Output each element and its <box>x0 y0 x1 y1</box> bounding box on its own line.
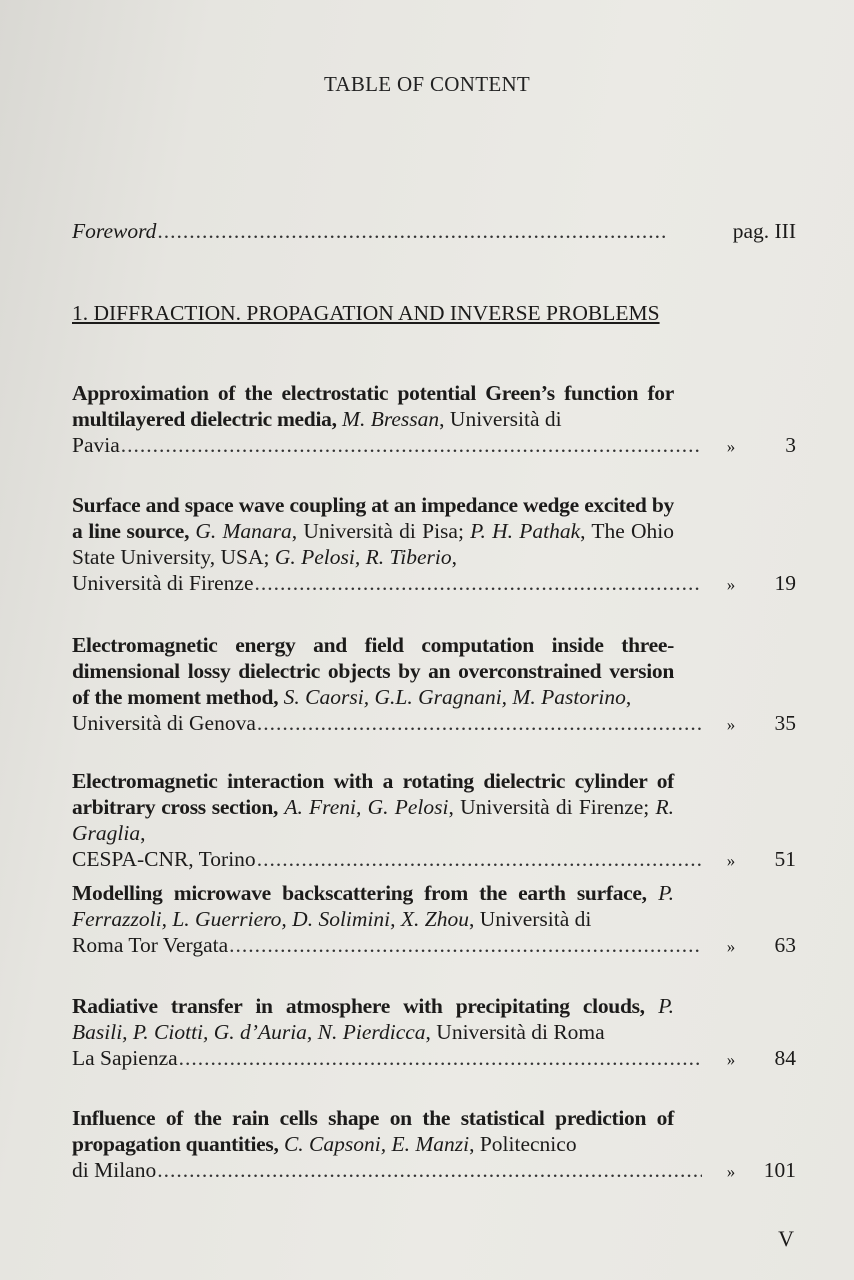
page-marker: » <box>726 437 736 456</box>
entry-authors: R. Graglia <box>72 795 675 845</box>
entry-title: Electromagnetic interaction with a rotating dielectric cylinder of arbitrary cross section <box>72 769 674 819</box>
entry-authors: A. Freni, G. Pelosi <box>284 795 449 819</box>
entry-page: 19 <box>774 571 796 595</box>
entry-authors: C. Capsoni, E. Manzi <box>283 1132 470 1156</box>
foreword-label: Foreword <box>72 219 157 243</box>
entry-affiliation-end: CESPA-CNR, Torino <box>72 847 256 871</box>
entry-authors: S. Caorsi, G.L. Gragnani, M. Pastorino <box>283 685 626 709</box>
entry-affiliation: Politecnico <box>479 1132 577 1156</box>
entry-page: 3 <box>785 433 796 457</box>
toc-entry[interactable]: Surface and space wave coupling at an impedance wedge excited by a line source, G. Manara, Università di Pisa; P. H. Pathak, The Ohio State University, USA; G. Pelosi, R. Tiberio, Università di Firenze ..... » 19 <box>72 492 796 598</box>
entry-authors: P. Ferrazzoli, L. Guerriero, D. Solimini, X. Zhou <box>72 881 674 931</box>
entry-page: 84 <box>774 1046 796 1070</box>
dot-leader <box>121 432 702 458</box>
entry-affiliation: Università di <box>449 407 562 431</box>
section-heading: 1. DIFFRACTION. PROPAGATION AND INVERSE PROBLEMS <box>72 301 660 325</box>
page-marker: » <box>726 1050 736 1069</box>
toc-entry[interactable]: Influence of the rain cells shape on the statistical prediction of propagation quantities, C. Capsoni, E. Manzi, Politecnico di Milano ..... » 101 <box>72 1105 796 1185</box>
entry-page: 51 <box>774 847 796 871</box>
toc-entry[interactable]: Electromagnetic energy and field computation inside three-dimensional lossy dielectric objects by an overconstrained version of the moment method, S. Caorsi, G.L. Gragnani, M. Pastorino, Università di Genova ..... » 35 <box>72 632 796 738</box>
entry-affiliation-end: Pavia <box>72 433 120 457</box>
entry-title: Modelling microwave backscattering from the earth surface <box>72 881 642 905</box>
toc-entry[interactable]: Radiative transfer in atmosphere with precipitating clouds, P. Basili, P. Ciotti, G. d’Auria, N. Pierdicca, Università di Roma La Sapienza ..... » 84 <box>72 993 796 1073</box>
entry-affiliation: The Ohio State University, USA; <box>72 519 675 569</box>
dot-leader <box>229 932 702 958</box>
entry-authors: P. Basili, P. Ciotti, G. d’Auria, N. Pierdicca <box>72 994 675 1044</box>
dot-leader <box>157 1157 702 1183</box>
entry-authors: P. H. Pathak <box>470 519 581 543</box>
entry-page: 101 <box>763 1158 796 1182</box>
entry-authors: G. Pelosi, R. Tiberio <box>274 545 452 569</box>
page-marker: » <box>726 851 736 870</box>
dot-leader <box>255 570 702 596</box>
page-number: V <box>778 1226 794 1251</box>
page-title: TABLE OF CONTENT <box>323 72 531 96</box>
entry-affiliation-end: La Sapienza <box>72 1046 178 1070</box>
entry-page: 63 <box>774 933 796 957</box>
toc-entry[interactable]: Electromagnetic interaction with a rotating dielectric cylinder of arbitrary cross section, A. Freni, G. Pelosi, Università di Firenze; R. Graglia, CESPA-CNR, Torino ..... » 51 <box>72 768 796 874</box>
dot-leader <box>257 846 702 872</box>
entry-title: Electromagnetic energy and field computation inside three-dimensional lossy dielectric objects by an overconstrained version of the moment method <box>72 633 674 709</box>
entry-affiliation-end: di Milano <box>72 1158 157 1182</box>
entry-affiliation: Università di Firenze; <box>460 795 650 819</box>
entry-affiliation: Università di <box>479 907 592 931</box>
page-marker: » <box>726 937 736 956</box>
entry-affiliation-end: Università di Genova <box>72 711 256 735</box>
entry-affiliation: Università di Roma <box>436 1020 605 1044</box>
toc-entry[interactable]: Approximation of the electrostatic potential Green’s function for multilayered dielectric media, M. Bressan, Università di Pavia ..... » 3 <box>72 380 796 460</box>
entry-affiliation: Università di Pisa; <box>303 519 464 543</box>
page-marker: » <box>726 575 736 594</box>
entry-authors: M. Bressan <box>342 407 440 431</box>
entry-title: Surface and space wave coupling at an impedance wedge excited by a line source <box>72 493 674 543</box>
entry-authors: G. Manara <box>195 519 292 543</box>
dot-leader <box>179 1045 702 1071</box>
entry-title: Influence of the rain cells shape on the statistical prediction of propagation quantities <box>72 1106 674 1156</box>
entry-title: Approximation of the electrostatic potential Green’s function for multilayered dielectric media <box>72 381 674 431</box>
entry-affiliation-end: Roma Tor Vergata <box>72 933 229 957</box>
foreword-entry[interactable] <box>72 218 796 244</box>
entry-affiliation-end: Università di Firenze <box>72 571 254 595</box>
dot-leader <box>257 710 702 736</box>
entry-page: 35 <box>774 711 796 735</box>
toc-entry[interactable]: Modelling microwave backscattering from the earth surface, P. Ferrazzoli, L. Guerriero, D. Solimini, X. Zhou, Università di Roma Tor Vergata ..... » 63 <box>72 880 796 960</box>
dot-leader <box>157 218 666 244</box>
foreword-page: pag. III <box>732 219 796 243</box>
page-marker: » <box>726 1162 736 1181</box>
entry-title: Radiative transfer in atmosphere with precipitating clouds <box>72 994 640 1018</box>
page-marker: » <box>726 715 736 734</box>
